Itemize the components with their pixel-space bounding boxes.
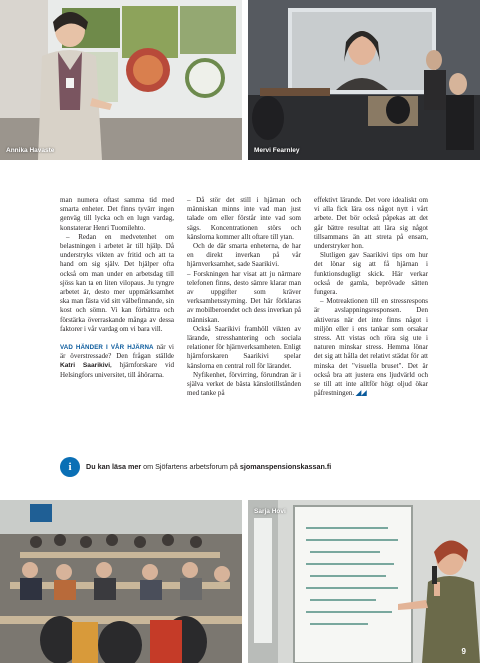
text-run: , hjärnforskare vid Helsingfors universitet, till åhörarna. [60,361,175,379]
paragraph: – Redan en medvetenhet om belastningen i arbetet är till hjälp. Då understryks vikten av fritid och att ta hand om sig själv. Det hjälper ofta också om man under en arbetsdag till sjöss kan ta en liten vilopaus. Ju tyngre arbetet är, desto mer uppmärksamhet ska man fästa vid sitt välbefinnande, sin kost och sömn. Vi kan förbättra och förstärka överraskande många av dessa faktorer i vår vardag om vi bara vill. [60,232,174,333]
photo-speaker-mervi [248,0,480,160]
info-icon: i [60,457,80,477]
paragraph: Också Saarikivi framhöll vikten av lärande, stresshantering och sociala relationer för hjärnverksamheten. Enligt hjärnforskaren Saarikivi spelar känslorna en central roll för lärandet. [187,324,301,370]
photo-caption: Annika Havaste [6,147,55,154]
paragraph: man numera oftast samma tid med smarta enheter. Det finns tyvärr ingen genväg till lycka och en lugn vardag, konstaterar Henri Tuomilehto. [60,196,174,232]
info-link[interactable]: sjomanspensionskassan.fi [239,462,332,471]
page-number: 9 [461,647,466,656]
end-mark-icon: ◢◢ [355,390,367,398]
info-lead: Du kan läsa mer [86,462,142,471]
paragraph: – Forskningen har visat att ju närmare telefonen finns, desto sämre klarar man av uppgifter som kräver verksamhetsstyrning. Det här förklaras av mobilberoendet och dess inverkan på människan. [187,269,301,324]
photo-audience [0,500,242,663]
paragraph: – Då stör det still i hjärnan och människan minns inte vad man just talade om eller förstår inte vad som sägs. Koncentrationen störs och känslorna kommer allt oftare till ytan. [187,196,301,241]
text-run: när vi är överstressade? Den frågan ställde [60,343,174,361]
photo-caption: Sarja Hovi [254,508,286,515]
paragraph: Slutligen gav Saarikivi tips om hur det lönar sig att få hjärnan i funktionsdugligt skick. Här verkar också de gamla, beprövade sätten fungera. [314,251,428,297]
info-text [86,462,331,471]
article-column-2 [187,196,301,398]
paragraph: Och de där smarta enheterna, de har en direkt inverkan på vår hjärnverksamhet, sade Saarikivi. [187,242,301,269]
paragraph [314,297,428,398]
article-body [60,196,428,440]
article-column-1 [60,196,174,380]
person-name: Katri Saarikivi [60,362,111,370]
article-column-3 [314,196,428,398]
section-lead-in: VAD HÄNDER I VÅR HJÄRNA [60,344,154,352]
info-box [60,457,440,477]
paragraph: Nyfikenhet, förvirring, förundran är i själva verket de bästa känslotillstånden med tanke på [187,370,301,398]
photo-speaker-sarja [248,500,480,663]
photo-caption: Mervi Fearnley [254,147,300,154]
photo-speaker-annika [0,0,242,160]
info-mid: om Sjöfartens arbetsforum på [141,462,240,471]
paragraph: effektivt lärande. Det vore idealiskt om vi alla fick lära oss något nytt i vårt arbete. Det bör också påpekas att det går bättre resultat att lära sig något tillsammans än att streta på ensam, understryker hon. [314,196,428,251]
paragraph [60,343,174,380]
text-run: – Motreaktionen till en stressrespons är avslappningsresponsen. Den aktiveras när det inte finns något i miljön eller i ens tankar som orsakar stress. Att vistas och röra sig ute i naturen minskar stress. Hemma lönar det sig att hålla det relativt städat för att minska det "visuella bruset". Det är också bra att justera ens ljudvärld och se till att inte alltför högt oljud ökar påfrestningen. [314,297,428,398]
